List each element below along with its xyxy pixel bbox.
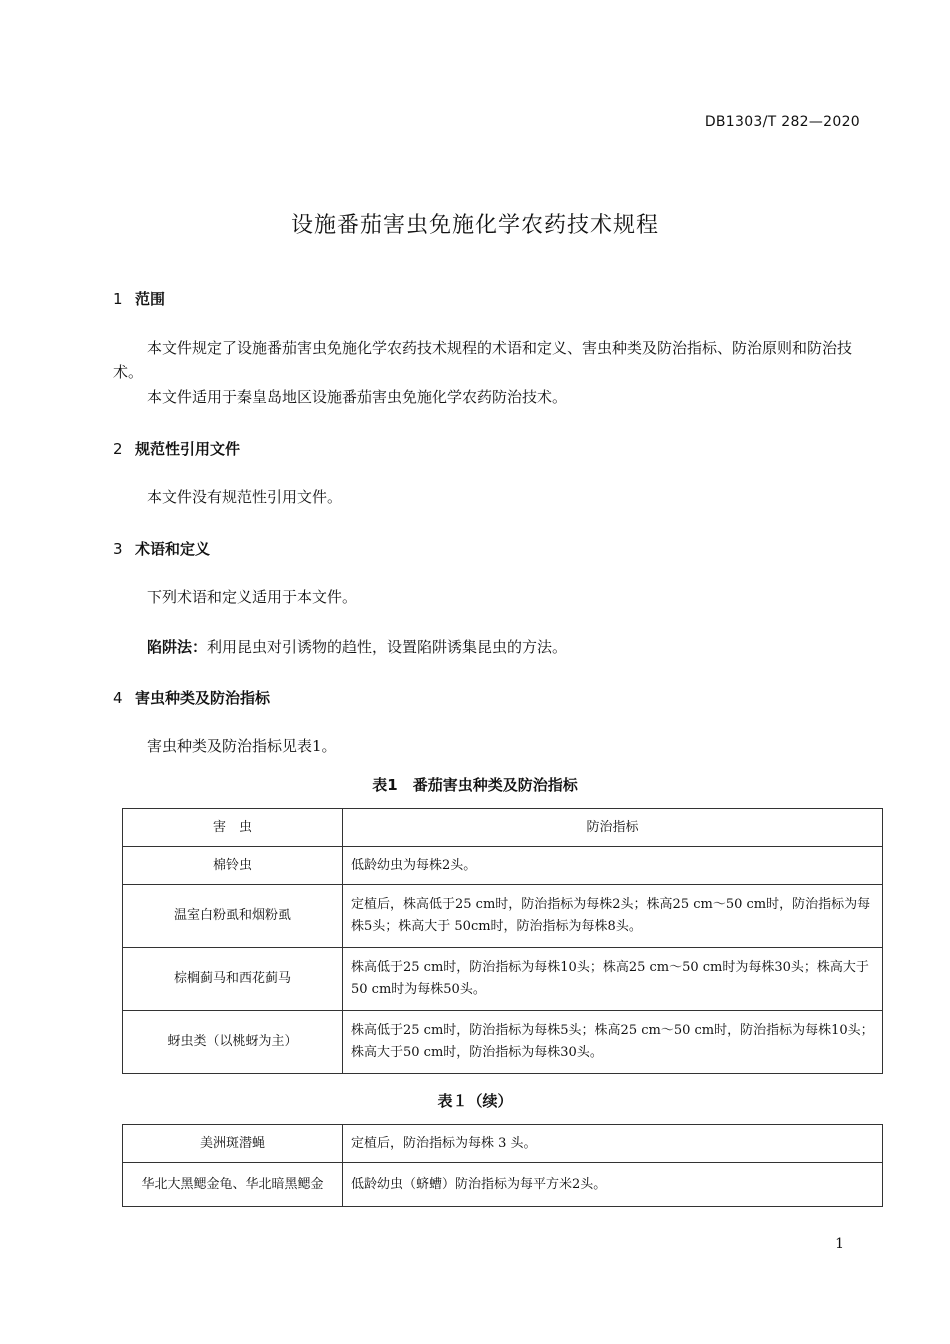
header-pest: 害 虫	[123, 809, 343, 847]
header-index: 防治指标	[343, 809, 883, 847]
control-index: 低龄幼虫（蛴螬）防治指标为每平方米2头。	[343, 1163, 883, 1207]
section-title: 害虫种类及防治指标	[135, 689, 271, 707]
pest-name: 蚜虫类（以桃蚜为主）	[123, 1011, 343, 1074]
document-title: 设施番茄害虫免施化学农药技术规程	[290, 213, 659, 238]
section-title: 规范性引用文件	[135, 440, 241, 458]
section-title: 术语和定义	[135, 540, 211, 558]
pest-name: 温室白粉虱和烟粉虱	[123, 885, 343, 948]
standard-code: DB1303/T 282—2020	[704, 114, 860, 130]
table-caption: 表1 番茄害虫种类及防治指标	[372, 776, 578, 794]
pest-table	[122, 808, 883, 1074]
paragraph: 本文件没有规范性引用文件。	[147, 488, 343, 506]
pest-table-continued	[122, 1124, 883, 1207]
section-heading-terms	[113, 538, 210, 559]
pest-name: 棕榈蓟马和西花蓟马	[123, 948, 343, 1011]
control-index: 定植后，株高低于25 cm时，防治指标为每株2头；株高25 cm～50 cm时，防治指标为每株5头；株高大于 50cm时，防治指标为每株8头。	[343, 885, 883, 948]
pest-name: 棉铃虫	[123, 847, 343, 885]
definition-term: 陷阱法：	[147, 638, 208, 656]
paragraph: 本文件适用于秦皇岛地区设施番茄害虫免施化学农药防治技术。	[147, 388, 568, 406]
paragraph: 本文件规定了设施番茄害虫免施化学农药技术规程的术语和定义、害虫种类及防治指标、防治原则和防治技术。	[113, 339, 853, 381]
paragraph: 下列术语和定义适用于本文件。	[147, 588, 358, 606]
table-row	[123, 847, 883, 885]
table-row	[123, 1125, 883, 1163]
section-number: 1	[113, 290, 123, 308]
control-index: 定植后，防治指标为每株 3 头。	[343, 1125, 883, 1163]
pest-name: 华北大黑鳃金龟、华北暗黑鳃金	[123, 1163, 343, 1207]
control-index: 株高低于25 cm时，防治指标为每株5头；株高25 cm～50 cm时，防治指标为每株10头；株高大于50 cm时，防治指标为每株30头。	[343, 1011, 883, 1074]
table-caption-continued: 表１（续）	[437, 1092, 513, 1110]
section-heading-normative-references	[113, 438, 240, 459]
table-row	[123, 885, 883, 948]
section-number: 4	[113, 689, 123, 707]
section-title: 范围	[135, 290, 166, 308]
section-number: 2	[113, 440, 123, 458]
control-index: 低龄幼虫为每株2头。	[343, 847, 883, 885]
pest-name: 美洲斑潜蝇	[123, 1125, 343, 1163]
definition	[113, 635, 863, 659]
section-heading-pest-species	[113, 687, 270, 708]
table-row	[123, 1011, 883, 1074]
definition-text: 利用昆虫对引诱物的趋性，设置陷阱诱集昆虫的方法。	[207, 638, 568, 656]
page-number: 1	[835, 1236, 844, 1252]
section-number: 3	[113, 540, 123, 558]
table-row	[123, 1163, 883, 1207]
control-index: 株高低于25 cm时，防治指标为每株10头；株高25 cm～50 cm时为每株30头；株高大于50 cm时为每株50头。	[343, 948, 883, 1011]
table-header-row	[123, 809, 883, 847]
section-heading-scope	[113, 288, 165, 309]
paragraph: 害虫种类及防治指标见表1。	[147, 737, 337, 755]
table-row	[123, 948, 883, 1011]
